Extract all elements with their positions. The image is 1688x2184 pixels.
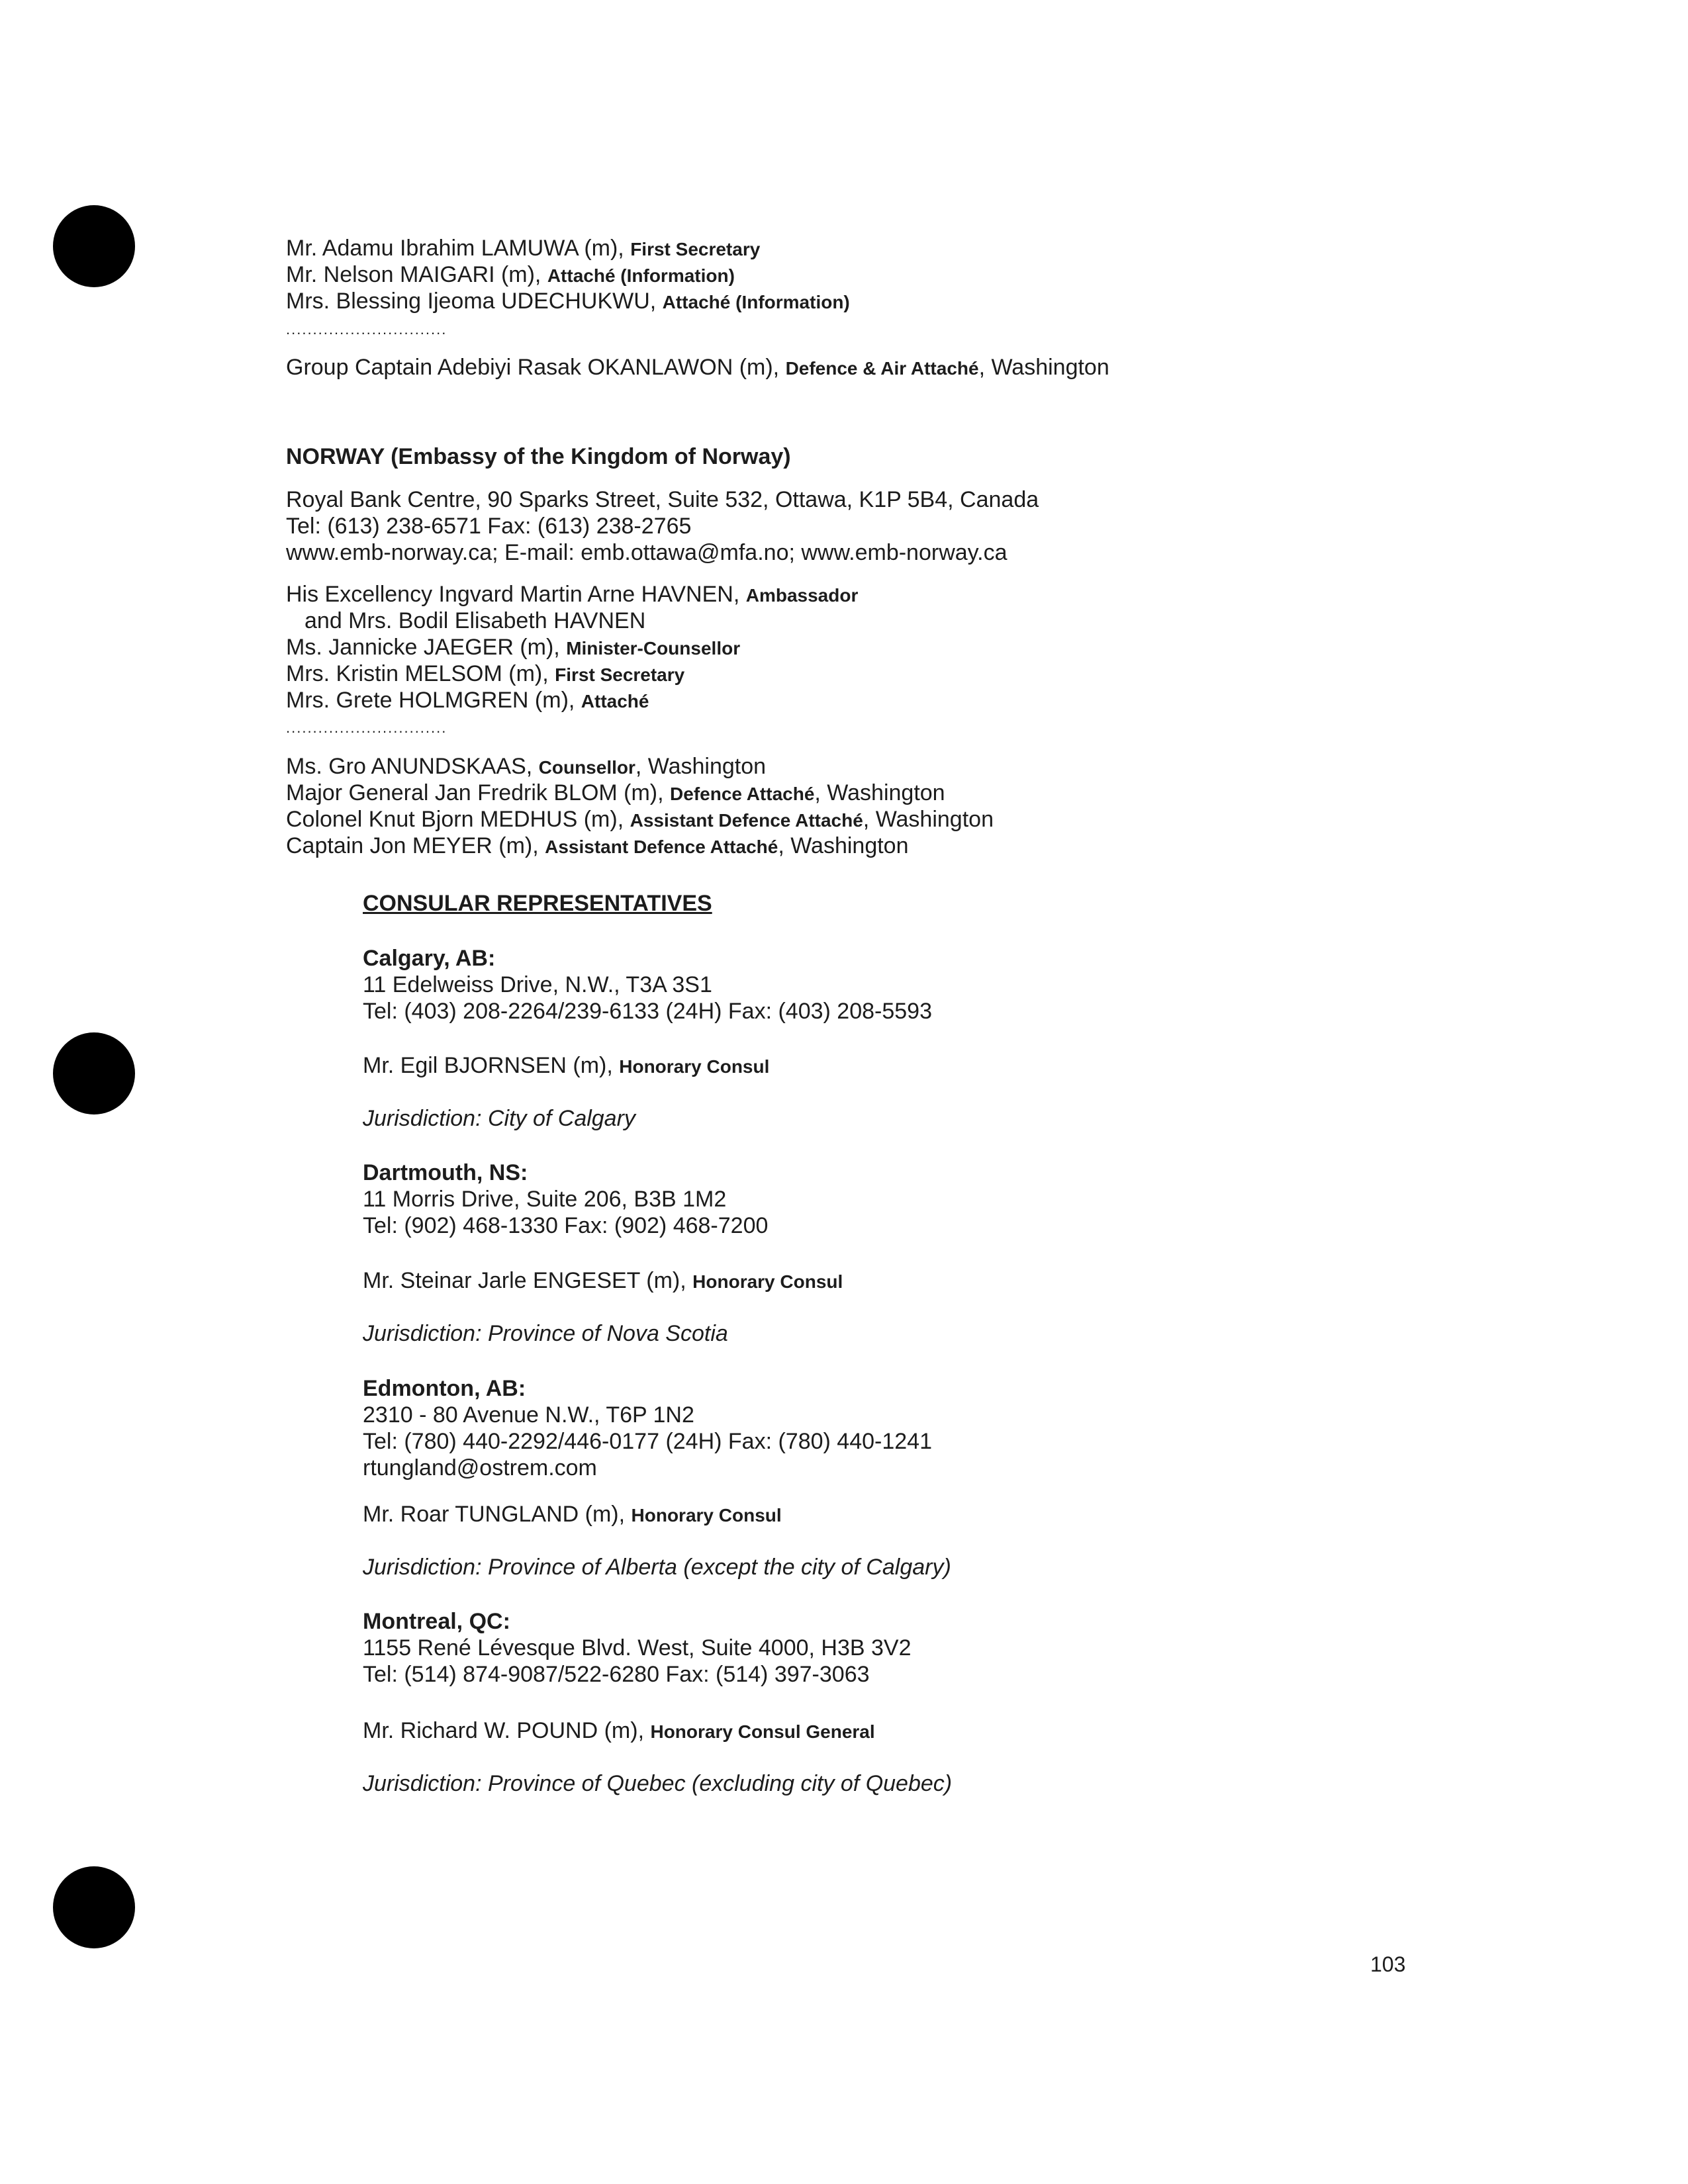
staff-name: Mr. Nelson MAIGARI (m), xyxy=(286,262,547,287)
consulate-address: 11 Edelweiss Drive, N.W., T3A 3S1 xyxy=(363,972,712,997)
jurisdiction: Jurisdiction: Province of Alberta (except the city of Calgary) xyxy=(363,1555,951,1580)
staff-line xyxy=(286,780,945,807)
embassy-phone: Tel: (613) 238-6571 Fax: (613) 238-2765 xyxy=(286,514,692,539)
staff-title: Honorary Consul xyxy=(692,1271,843,1292)
staff-line xyxy=(286,687,649,715)
embassy-web: www.emb-norway.ca; E-mail: emb.ottawa@mfa.no; www.emb-norway.ca xyxy=(286,540,1008,565)
staff-line xyxy=(363,1717,875,1745)
binder-hole xyxy=(53,1032,135,1115)
staff-line xyxy=(286,235,760,263)
staff-name: Captain Jon MEYER (m), xyxy=(286,833,545,858)
staff-line xyxy=(286,753,766,781)
staff-title: Attaché (Information) xyxy=(662,292,850,312)
staff-name: Group Captain Adebiyi Rasak OKANLAWON (m), xyxy=(286,355,786,380)
staff-name: Ms. Jannicke JAEGER (m), xyxy=(286,635,567,660)
staff-title: Honorary Consul General xyxy=(650,1721,875,1742)
consulate-email: rtungland@ostrem.com xyxy=(363,1455,597,1480)
staff-title: Counsellor xyxy=(538,757,635,778)
staff-name: Major General Jan Fredrik BLOM (m), xyxy=(286,780,671,805)
staff-name: Mr. Roar TUNGLAND (m), xyxy=(363,1502,632,1527)
staff-title: Ambassador xyxy=(745,585,859,606)
staff-location: , Washington xyxy=(863,807,994,832)
staff-title: First Secretary xyxy=(630,239,761,259)
jurisdiction: Jurisdiction: City of Calgary xyxy=(363,1106,635,1131)
staff-name: Mr. Richard W. POUND (m), xyxy=(363,1718,651,1743)
binder-hole xyxy=(53,1866,135,1948)
consulate-city: Montreal, QC: xyxy=(363,1609,510,1634)
staff-location: , Washington xyxy=(978,355,1109,380)
binder-hole xyxy=(53,205,135,287)
country-heading: NORWAY (Embassy of the Kingdom of Norway) xyxy=(286,444,791,469)
staff-location: , Washington xyxy=(814,780,945,805)
jurisdiction: Jurisdiction: Province of Quebec (excluding city of Quebec) xyxy=(363,1771,953,1796)
consulate-phone: Tel: (780) 440-2292/446-0177 (24H) Fax: (780) 440-1241 xyxy=(363,1429,932,1454)
spouse-line: and Mrs. Bodil Elisabeth HAVNEN xyxy=(305,608,646,633)
staff-name: His Excellency Ingvard Martin Arne HAVNEN, xyxy=(286,582,746,607)
staff-title: Assistant Defence Attaché xyxy=(630,810,863,831)
staff-name: Colonel Knut Bjorn MEDHUS (m), xyxy=(286,807,630,832)
dotted-separator: .............................. xyxy=(286,321,447,338)
dotted-separator: .............................. xyxy=(286,719,447,736)
staff-line xyxy=(286,581,858,609)
consulate-phone: Tel: (403) 208-2264/239-6133 (24H) Fax: (403) 208-5593 xyxy=(363,999,932,1024)
staff-title: Defence & Air Attaché xyxy=(785,358,979,379)
embassy-address: Royal Bank Centre, 90 Sparks Street, Suite 532, Ottawa, K1P 5B4, Canada xyxy=(286,487,1039,512)
staff-name: Mrs. Kristin MELSOM (m), xyxy=(286,661,555,686)
jurisdiction: Jurisdiction: Province of Nova Scotia xyxy=(363,1321,728,1346)
staff-line xyxy=(286,833,909,860)
staff-title: First Secretary xyxy=(555,664,685,685)
staff-line xyxy=(286,634,740,662)
staff-name: Mr. Steinar Jarle ENGESET (m), xyxy=(363,1268,693,1293)
page-number: 103 xyxy=(1370,1952,1406,1976)
consulate-city: Edmonton, AB: xyxy=(363,1376,526,1401)
staff-name: Mr. Egil BJORNSEN (m), xyxy=(363,1053,620,1078)
consulate-address: 2310 - 80 Avenue N.W., T6P 1N2 xyxy=(363,1402,694,1428)
consulate-phone: Tel: (514) 874-9087/522-6280 Fax: (514) 397-3063 xyxy=(363,1662,870,1687)
staff-title: Attaché xyxy=(581,691,649,711)
staff-title: Attaché (Information) xyxy=(547,265,735,286)
staff-line xyxy=(286,288,850,316)
consulate-address: 11 Morris Drive, Suite 206, B3B 1M2 xyxy=(363,1187,727,1212)
staff-line xyxy=(286,354,1109,382)
staff-line xyxy=(363,1267,843,1295)
staff-line xyxy=(286,261,735,289)
staff-line xyxy=(363,1501,782,1529)
staff-title: Honorary Consul xyxy=(619,1056,770,1077)
staff-name: Mrs. Blessing Ijeoma UDECHUKWU, xyxy=(286,289,663,314)
consulate-city: Dartmouth, NS: xyxy=(363,1160,528,1185)
staff-line xyxy=(286,806,994,834)
consulate-phone: Tel: (902) 468-1330 Fax: (902) 468-7200 xyxy=(363,1213,769,1238)
staff-location: , Washington xyxy=(635,754,767,779)
staff-title: Minister-Counsellor xyxy=(566,638,741,659)
staff-title: Defence Attaché xyxy=(670,784,815,804)
staff-title: Honorary Consul xyxy=(631,1505,782,1525)
section-heading: CONSULAR REPRESENTATIVES xyxy=(363,891,712,916)
staff-line xyxy=(363,1052,769,1080)
staff-line xyxy=(286,660,684,688)
staff-location: , Washington xyxy=(778,833,909,858)
consulate-address: 1155 René Lévesque Blvd. West, Suite 4000, H3B 3V2 xyxy=(363,1635,912,1661)
staff-title: Assistant Defence Attaché xyxy=(545,837,778,857)
consulate-city: Calgary, AB: xyxy=(363,946,496,971)
staff-name: Ms. Gro ANUNDSKAAS, xyxy=(286,754,539,779)
staff-name: Mrs. Grete HOLMGREN (m), xyxy=(286,688,581,713)
staff-name: Mr. Adamu Ibrahim LAMUWA (m), xyxy=(286,236,631,261)
